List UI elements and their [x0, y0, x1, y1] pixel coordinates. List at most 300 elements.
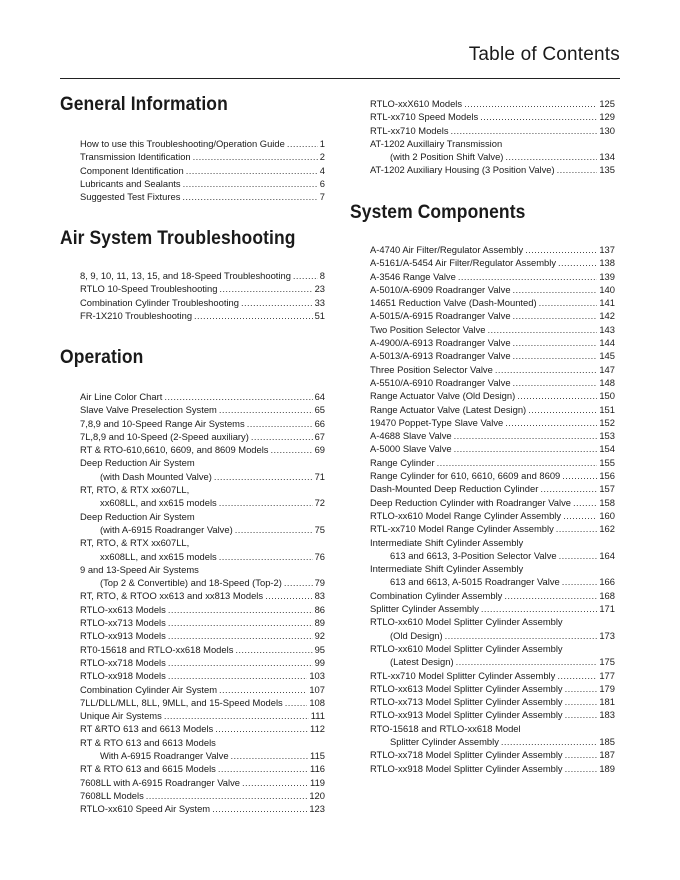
toc-entry-title: Lubricants and Sealants: [80, 177, 181, 189]
toc-entry[interactable]: [80, 576, 325, 589]
toc-entry[interactable]: [80, 616, 325, 629]
toc-entry-title: Range Cylinder: [370, 456, 435, 468]
toc-entry-page: 23: [314, 283, 325, 295]
toc-entry-title: Air Line Color Chart: [80, 391, 163, 402]
toc-entry[interactable]: [370, 389, 615, 402]
toc-entry-page: 154: [599, 443, 615, 455]
toc-entry-page: 8: [319, 270, 325, 281]
toc-entry-title: RTLO-xxX610 Models: [370, 98, 463, 109]
toc-entry[interactable]: [370, 403, 615, 416]
toc-dot-leader: [513, 309, 598, 322]
toc-dot-leader: [488, 323, 598, 336]
toc-entry-title: Component Identification: [80, 164, 184, 176]
toc-dot-leader: [565, 695, 598, 708]
toc-entry-page: 112: [310, 723, 325, 735]
toc-entry-page: 148: [599, 376, 615, 388]
toc-dot-leader: [517, 389, 597, 402]
toc-entry-title: RTLO-xx610 Model Range Cylinder Assembly: [370, 509, 562, 521]
toc-entry-title: 7LL/DLL/MLL, 8LL, 9MLL, and 15-Speed Models: [80, 696, 283, 708]
toc-dot-leader: [293, 269, 318, 282]
toc-entry-page: 156: [599, 470, 615, 482]
toc-dot-leader: [265, 589, 312, 602]
toc-entry[interactable]: [370, 124, 615, 137]
toc-dot-leader: [565, 682, 598, 695]
toc-entry[interactable]: [370, 509, 615, 522]
toc-entry-page: 166: [599, 576, 615, 588]
toc-entry[interactable]: [80, 296, 325, 309]
toc-dot-leader: [539, 296, 598, 309]
toc-entry[interactable]: [80, 282, 325, 295]
toc-entry-page: 138: [599, 257, 615, 269]
toc-entry-title: Splitter Cylinder Assembly: [370, 603, 479, 615]
toc-dot-leader: [214, 470, 313, 483]
toc-entry[interactable]: [370, 283, 615, 296]
toc-entry[interactable]: [370, 536, 615, 549]
toc-dot-leader: [168, 616, 313, 629]
toc-entry-title: RTLO 10-Speed Troubleshooting: [80, 283, 218, 295]
toc-entry[interactable]: [80, 443, 325, 456]
toc-entry-title: (Old Design): [390, 629, 443, 641]
toc-dot-leader: [557, 669, 597, 682]
toc-entry-page: 142: [599, 310, 615, 322]
toc-entry[interactable]: [370, 549, 615, 562]
toc-entry[interactable]: [370, 110, 615, 123]
toc-entry[interactable]: [80, 629, 325, 642]
toc-entry[interactable]: [370, 429, 615, 442]
toc-entry[interactable]: [80, 736, 325, 749]
toc-entry[interactable]: [370, 456, 615, 469]
toc-dot-leader: [242, 776, 308, 789]
toc-entry[interactable]: [370, 150, 615, 163]
toc-entry[interactable]: [370, 469, 615, 482]
toc-entry-title: RTLO-xx713 Models: [80, 617, 166, 629]
toc-dot-leader: [573, 496, 597, 509]
toc-entry[interactable]: [370, 137, 615, 150]
toc-dot-leader: [528, 403, 597, 416]
toc-entry[interactable]: [370, 296, 615, 309]
toc-entry-title: Suggested Test Fixtures: [80, 191, 181, 203]
toc-dot-leader: [513, 349, 598, 362]
toc-dot-leader: [218, 762, 308, 775]
toc-entry[interactable]: [80, 309, 325, 322]
toc-entry-page: 129: [599, 111, 615, 123]
toc-entry-page: 157: [599, 483, 615, 495]
toc-dot-leader: [247, 417, 313, 430]
toc-entry-page: 140: [599, 283, 615, 295]
toc-entry-page: 67: [314, 430, 325, 442]
toc-entry-title: RTLO-xx918 Models: [80, 670, 166, 682]
toc-entry[interactable]: [80, 789, 325, 802]
toc-entry-page: 150: [599, 390, 615, 402]
toc-entry-title: RT &RTO 613 and 6613 Models: [80, 723, 214, 735]
toc-entry[interactable]: [80, 589, 325, 602]
toc-dot-leader: [182, 190, 317, 203]
toc-entry-title: Intermediate Shift Cylinder Assembly: [370, 536, 524, 548]
toc-entry[interactable]: [80, 403, 325, 416]
toc-entry-title: How to use this Troubleshooting/Operation Guide: [80, 138, 285, 149]
toc-dot-leader: [505, 150, 597, 163]
toc-entry-page: 99: [314, 656, 325, 668]
toc-entry[interactable]: [80, 150, 325, 163]
toc-entry-page: 125: [599, 98, 615, 109]
toc-entry-page: 168: [599, 589, 615, 601]
toc-entry[interactable]: [80, 470, 325, 483]
toc-entry[interactable]: [370, 682, 615, 695]
toc-entry[interactable]: [370, 589, 615, 602]
toc-entry-page: 164: [599, 549, 615, 561]
toc-dot-leader: [513, 283, 598, 296]
toc-dot-leader: [168, 603, 313, 616]
toc-dot-leader: [146, 789, 308, 802]
toc-entry-page: 72: [314, 497, 325, 509]
toc-entry-title: A-5000 Slave Valve: [370, 443, 452, 455]
toc-dot-leader: [168, 629, 313, 642]
toc-entry-title: RT & RTO-610,6610, 6609, and 8609 Models: [80, 444, 269, 456]
toc-entry[interactable]: [80, 683, 325, 696]
toc-entry-page: 141: [599, 297, 615, 309]
toc-list-operation-continued: [370, 97, 615, 177]
toc-entry-page: 185: [599, 735, 615, 747]
toc-dot-leader: [456, 655, 598, 668]
toc-dot-leader: [219, 550, 313, 563]
toc-entry[interactable]: [80, 536, 325, 549]
toc-entry-title: RTL-xx710 Models: [370, 124, 449, 136]
toc-entry-title: RTLO-xx913 Model Splitter Cylinder Assembly: [370, 709, 563, 721]
toc-entry-page: 139: [599, 270, 615, 282]
toc-entry[interactable]: [80, 722, 325, 735]
toc-entry[interactable]: [80, 603, 325, 616]
toc-entry-title: RTL-xx710 Model Range Cylinder Assembly: [370, 523, 554, 535]
toc-dot-leader: [464, 97, 597, 110]
toc-entry-page: 183: [599, 709, 615, 721]
toc-entry-page: 115: [310, 750, 325, 762]
toc-entry-title: RTLO-xx913 Models: [80, 630, 166, 642]
toc-entry-page: 144: [599, 337, 615, 349]
toc-dot-leader: [219, 683, 307, 696]
toc-entry[interactable]: [80, 510, 325, 523]
toc-entry-title: RTLO-xx613 Model Splitter Cylinder Assembly: [370, 682, 563, 694]
toc-entry-page: 189: [599, 762, 615, 774]
toc-entry[interactable]: [370, 97, 615, 110]
toc-entry-title: A-4900/A-6913 Roadranger Valve: [370, 337, 511, 349]
toc-entry[interactable]: [80, 643, 325, 656]
toc-dot-leader: [168, 669, 308, 682]
toc-entry[interactable]: [370, 522, 615, 535]
toc-entry-page: 181: [599, 696, 615, 708]
toc-entry-title: Combination Cylinder Assembly: [370, 589, 503, 601]
toc-dot-leader: [562, 575, 598, 588]
toc-entry-page: 130: [599, 124, 615, 136]
toc-dot-leader: [513, 336, 598, 349]
toc-entry-title: Range Cylinder for 610, 6610, 6609 and 8609: [370, 470, 561, 482]
toc-entry[interactable]: [80, 496, 325, 509]
toc-dot-leader: [565, 762, 598, 775]
toc-entry[interactable]: [370, 163, 615, 176]
toc-entry-page: 158: [599, 496, 615, 508]
toc-dot-leader: [454, 429, 598, 442]
toc-dot-leader: [285, 696, 308, 709]
toc-entry[interactable]: [80, 709, 325, 722]
toc-entry[interactable]: [80, 390, 325, 403]
toc-entry[interactable]: [370, 496, 615, 509]
toc-entry-page: 86: [314, 603, 325, 615]
toc-entry-title: 7,8,9 and 10-Speed Range Air Systems: [80, 417, 245, 429]
toc-entry-title: Intermediate Shift Cylinder Assembly: [370, 563, 524, 575]
toc-dot-leader: [557, 163, 598, 176]
toc-entry-title: Deep Reduction Air System: [80, 510, 195, 522]
toc-entry-title: Two Position Selector Valve: [370, 323, 486, 335]
toc-entry-title: xx608LL, and xx615 models: [100, 497, 217, 509]
toc-entry[interactable]: [370, 442, 615, 455]
toc-entry-page: 1: [319, 138, 325, 149]
toc-entry-title: RT & RTO 613 and 6613 Models: [80, 736, 216, 748]
toc-entry-page: 119: [310, 776, 325, 788]
toc-entry-title: RTLO-xx713 Model Splitter Cylinder Assembly: [370, 696, 563, 708]
toc-dot-leader: [445, 629, 598, 642]
toc-entry-title: (Top 2 & Convertible) and 18-Speed (Top-2): [100, 577, 282, 589]
toc-entry-title: 7608LL Models: [80, 789, 144, 801]
toc-entry-page: 2: [319, 151, 325, 163]
toc-entry[interactable]: [80, 483, 325, 496]
toc-entry-page: 135: [599, 164, 615, 176]
toc-dot-leader: [458, 270, 598, 283]
toc-entry[interactable]: [80, 430, 325, 443]
toc-entry-title: Splitter Cylinder Assembly: [390, 735, 499, 747]
toc-dot-leader: [251, 430, 313, 443]
toc-list-system-components: [370, 243, 615, 775]
toc-entry-title: FR-1X210 Troubleshooting: [80, 309, 193, 321]
toc-list-general-information: [80, 137, 325, 203]
toc-dot-leader: [164, 390, 312, 403]
toc-entry[interactable]: [80, 550, 325, 563]
toc-entry-title: RT, RTO, & RTX xx607LL,: [80, 484, 190, 496]
toc-entry-page: 79: [314, 577, 325, 589]
toc-entry[interactable]: [80, 417, 325, 430]
toc-entry[interactable]: [80, 523, 325, 536]
toc-entry[interactable]: [370, 762, 615, 775]
toc-entry-title: 19470 Poppet-Type Slave Valve: [370, 416, 504, 428]
toc-entry[interactable]: [370, 323, 615, 336]
toc-entry-title: RTLO-xx610 Speed Air System: [80, 803, 211, 815]
toc-entry-title: RT, RTO, & RTX xx607LL,: [80, 537, 190, 549]
toc-entry[interactable]: [370, 722, 615, 735]
toc-entry-page: 4: [319, 164, 325, 176]
toc-entry[interactable]: [370, 363, 615, 376]
toc-entry-page: 65: [314, 404, 325, 416]
toc-entry-page: 175: [599, 656, 615, 668]
toc-entry-title: Range Actuator Valve (Old Design): [370, 390, 516, 402]
toc-entry[interactable]: [370, 708, 615, 721]
toc-dot-leader: [540, 482, 597, 495]
toc-entry-page: 177: [599, 669, 615, 681]
toc-entry-page: 145: [599, 350, 615, 362]
toc-entry-title: Combination Cylinder Air System: [80, 683, 218, 695]
toc-entry-page: 75: [314, 523, 325, 535]
toc-dot-leader: [164, 709, 309, 722]
section-title-operation: Operation: [60, 347, 144, 368]
toc-entry-page: 51: [314, 309, 325, 321]
toc-dot-leader: [559, 549, 598, 562]
toc-entry-page: 108: [309, 696, 325, 708]
toc-entry-title: 9 and 13-Speed Air Systems: [80, 563, 199, 575]
toc-entry[interactable]: [80, 137, 325, 150]
toc-entry-title: (with Dash Mounted Valve): [100, 470, 212, 482]
toc-entry-page: 160: [599, 509, 615, 521]
toc-entry-title: 14651 Reduction Valve (Dash-Mounted): [370, 297, 537, 309]
toc-entry-title: A-5013/A-6913 Roadranger Valve: [370, 350, 511, 362]
toc-entry[interactable]: [370, 256, 615, 269]
toc-entry-title: (with A-6915 Roadranger Valve): [100, 523, 233, 535]
toc-dot-leader: [525, 243, 597, 256]
toc-entry-title: A-5510/A-6910 Roadranger Valve: [370, 376, 511, 388]
toc-dot-leader: [481, 602, 597, 615]
toc-entry[interactable]: [370, 482, 615, 495]
section-title-general-information: General Information: [60, 94, 228, 115]
toc-entry[interactable]: [370, 695, 615, 708]
toc-entry-page: 173: [599, 629, 615, 641]
toc-dot-leader: [287, 137, 318, 150]
toc-entry-title: A-3546 Range Valve: [370, 270, 456, 282]
toc-entry-title: AT-1202 Auxillairy Transmission: [370, 137, 503, 149]
toc-entry-title: Dash-Mounted Deep Reduction Cylinder: [370, 483, 539, 495]
toc-entry-page: 179: [599, 682, 615, 694]
toc-entry[interactable]: [80, 669, 325, 682]
toc-entry[interactable]: [80, 177, 325, 190]
toc-entry[interactable]: [370, 735, 615, 748]
toc-entry-page: 95: [314, 643, 325, 655]
toc-entry[interactable]: [370, 748, 615, 761]
toc-entry[interactable]: [80, 190, 325, 203]
toc-entry[interactable]: [370, 416, 615, 429]
toc-entry-title: Combination Cylinder Troubleshooting: [80, 296, 239, 308]
toc-entry-page: 66: [314, 417, 325, 429]
toc-entry-page: 71: [314, 470, 325, 482]
toc-list-operation: [80, 390, 325, 816]
toc-entry-page: 155: [599, 456, 615, 468]
toc-entry-title: Transmission Identification: [80, 151, 191, 163]
toc-entry-title: With A-6915 Roadranger Valve: [100, 750, 229, 762]
toc-entry[interactable]: [370, 655, 615, 668]
toc-entry[interactable]: [370, 575, 615, 588]
toc-entry[interactable]: [370, 602, 615, 615]
toc-dot-leader: [563, 509, 597, 522]
toc-dot-leader: [235, 523, 313, 536]
toc-entry-title: RTLO-xx610 Model Splitter Cylinder Assembly: [370, 616, 563, 628]
header-rule: [60, 78, 620, 79]
toc-dot-leader: [437, 456, 598, 469]
toc-entry[interactable]: [370, 629, 615, 642]
page-header-title: Table of Contents: [468, 44, 620, 65]
toc-entry-title: Unique Air Systems: [80, 710, 162, 722]
toc-dot-leader: [215, 722, 308, 735]
toc-entry-title: RTL-xx710 Speed Models: [370, 111, 479, 123]
toc-dot-leader: [513, 376, 598, 389]
toc-dot-leader: [505, 416, 597, 429]
toc-dot-leader: [235, 643, 312, 656]
toc-entry[interactable]: [80, 776, 325, 789]
toc-entry-title: (with 2 Position Shift Valve): [390, 151, 504, 163]
toc-entry-title: 613 and 6613, 3-Position Selector Valve: [390, 549, 557, 561]
toc-entry-title: RTLO-xx918 Model Splitter Cylinder Assembly: [370, 762, 563, 774]
toc-entry[interactable]: [370, 309, 615, 322]
toc-entry[interactable]: [370, 669, 615, 682]
toc-dot-leader: [501, 735, 597, 748]
toc-entry-title: A-5015/A-6915 Roadranger Valve: [370, 310, 511, 322]
toc-entry-page: 151: [599, 403, 615, 415]
toc-dot-leader: [271, 443, 313, 456]
toc-entry[interactable]: [80, 762, 325, 775]
toc-dot-leader: [241, 296, 313, 309]
toc-entry[interactable]: [80, 802, 325, 815]
toc-dot-leader: [284, 576, 313, 589]
toc-entry[interactable]: [370, 615, 615, 628]
toc-entry[interactable]: [80, 563, 325, 576]
toc-entry[interactable]: [80, 696, 325, 709]
toc-entry-title: RTLO-xx610 Model Splitter Cylinder Assembly: [370, 642, 563, 654]
toc-dot-leader: [186, 164, 318, 177]
toc-entry-page: 111: [310, 710, 325, 722]
toc-entry[interactable]: [80, 656, 325, 669]
toc-dot-leader: [212, 802, 307, 815]
toc-dot-leader: [451, 124, 598, 137]
toc-dot-leader: [183, 177, 318, 190]
toc-dot-leader: [480, 110, 597, 123]
toc-entry-page: 83: [314, 590, 325, 602]
toc-entry[interactable]: [370, 270, 615, 283]
toc-entry-page: 137: [599, 244, 615, 255]
toc-entry-page: 187: [599, 749, 615, 761]
toc-dot-leader: [565, 748, 598, 761]
toc-entry-page: 120: [309, 789, 325, 801]
toc-entry-title: A-4688 Slave Valve: [370, 430, 452, 442]
toc-entry[interactable]: [80, 269, 325, 282]
toc-dot-leader: [558, 256, 597, 269]
section-title-system-components: System Components: [350, 202, 526, 223]
toc-entry-title: 613 and 6613, A-5015 Roadranger Valve: [390, 576, 560, 588]
toc-entry[interactable]: [370, 376, 615, 389]
toc-dot-leader: [168, 656, 313, 669]
toc-entry-page: 147: [599, 363, 615, 375]
toc-entry-page: 171: [599, 603, 615, 615]
toc-entry-title: xx608LL, and xx615 models: [100, 550, 217, 562]
toc-entry[interactable]: [370, 562, 615, 575]
toc-entry-page: 107: [309, 683, 325, 695]
toc-entry[interactable]: [370, 336, 615, 349]
toc-dot-leader: [495, 363, 598, 376]
toc-entry-page: 152: [599, 416, 615, 428]
toc-entry[interactable]: [80, 749, 325, 762]
toc-entry-page: 134: [599, 151, 615, 163]
toc-entry-title: RTLO-xx718 Models: [80, 656, 166, 668]
toc-entry[interactable]: [80, 164, 325, 177]
toc-entry-page: 162: [599, 523, 615, 535]
toc-entry-page: 92: [314, 630, 325, 642]
toc-entry-title: 8, 9, 10, 11, 13, 15, and 18-Speed Troubleshooting: [80, 270, 291, 281]
toc-entry-page: 103: [309, 670, 325, 682]
toc-entry-title: A-5010/A-6909 Roadranger Valve: [370, 283, 511, 295]
toc-entry[interactable]: [370, 642, 615, 655]
toc-entry[interactable]: [370, 349, 615, 362]
toc-entry-title: RT & RTO 613 and 6615 Models: [80, 763, 216, 775]
toc-entry-page: 143: [599, 323, 615, 335]
toc-dot-leader: [193, 150, 318, 163]
toc-entry[interactable]: [370, 243, 615, 256]
toc-dot-leader: [219, 403, 313, 416]
toc-entry[interactable]: [80, 456, 325, 469]
toc-entry-page: 69: [314, 444, 325, 456]
toc-dot-leader: [556, 522, 598, 535]
toc-entry-title: 7L,8,9 and 10-Speed (2-Speed auxiliary): [80, 430, 249, 442]
